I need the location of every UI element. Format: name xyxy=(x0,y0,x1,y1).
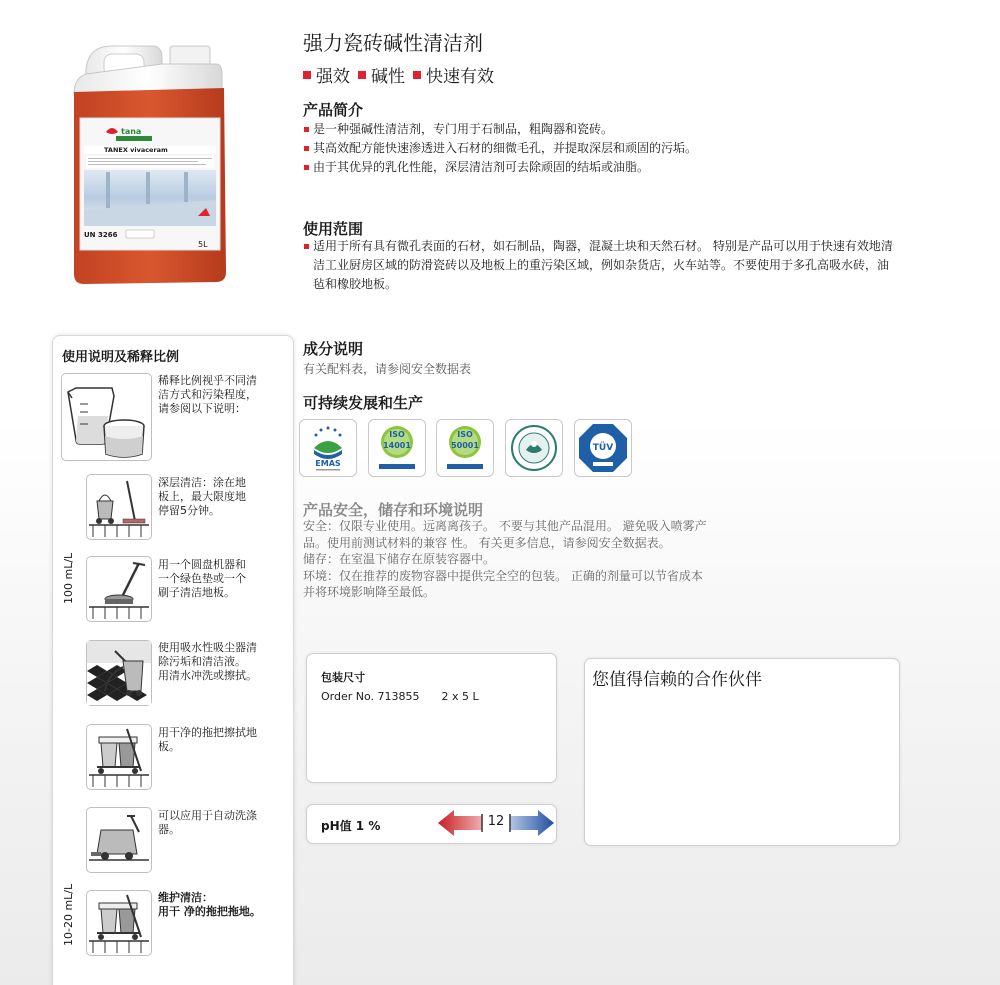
scope-heading: 使用范围 xyxy=(303,220,364,238)
step-text: 维护清洁： 用干 净的拖把拖地。 xyxy=(158,891,261,918)
svg-text:ISO: ISO xyxy=(457,430,473,439)
ph-label: pH值 1 % xyxy=(321,819,381,833)
dosage-label: 100 mL/L xyxy=(62,552,75,604)
floor-machine-icon xyxy=(86,556,152,622)
mop-trolley-icon xyxy=(86,890,152,956)
step-text: 可以应用于自动洗涤 器。 xyxy=(158,809,257,836)
ph-value: 12 xyxy=(487,814,505,829)
svg-text:14001: 14001 xyxy=(383,441,411,450)
safety-line: 环境：仅在推荐的废物容器中提供完全空的包装。 正确的剂量可以节省成本 xyxy=(303,568,703,583)
tuv-sud-icon xyxy=(574,419,632,477)
packaging-row xyxy=(321,690,479,703)
ingredients-heading: 成分说明 xyxy=(303,340,364,358)
iso-50001-badge-icon xyxy=(436,419,494,477)
feature-item: 快速有效 xyxy=(413,62,494,87)
feature-item: 碱性 xyxy=(358,62,405,87)
bullet-square-icon xyxy=(413,71,421,79)
order-number: Order No. 713855 xyxy=(321,690,420,703)
feature-list xyxy=(303,62,494,87)
safety-text xyxy=(303,518,765,601)
svg-text:TÜV: TÜV xyxy=(592,443,614,453)
packaging-heading: 包装尺寸 xyxy=(321,671,365,684)
intro-item: 由于其优异的乳化性能，深层清洁剂可去除顽固的结垢或油脂。 xyxy=(303,158,697,177)
bullet-square-icon xyxy=(358,71,366,79)
circular-certificate-icon xyxy=(505,419,563,477)
intro-item: 是一种强碱性清洁剂，专门用于石制品，粗陶器和瓷砖。 xyxy=(303,120,697,139)
scrubber-dryer-icon xyxy=(86,807,152,873)
step-text: 稀释比例视乎不同清 洁方式和污染程度， 请参阅以下说明： xyxy=(158,374,257,415)
product-title: 强力瓷砖碱性清洁剂 xyxy=(303,31,483,55)
step-text: 使用吸水性吸尘器清 除污垢和清洁液。 用清水冲洗或擦拭。 xyxy=(158,641,257,682)
ingredients-text: 有关配料表，请参阅安全数据表 xyxy=(303,362,472,376)
safety-line: 品。使用前测试材料的兼容 性。 有关更多信息，请参阅安全数据表。 xyxy=(303,535,671,550)
label-brand: tana xyxy=(121,127,142,136)
step-text: 深层清洁：涂在地 板上，最大限度地 停留5分钟。 xyxy=(158,476,246,517)
svg-text:EMAS: EMAS xyxy=(315,459,341,468)
scope-line: 毡和橡胶地板。 xyxy=(313,277,398,291)
svg-text:50001: 50001 xyxy=(451,441,479,450)
bullet-square-icon xyxy=(303,71,311,79)
usage-heading: 使用说明及稀释比例 xyxy=(62,350,180,365)
step-text: 用干净的拖把擦拭地 板。 xyxy=(158,726,257,753)
iso-14001-badge-icon xyxy=(368,419,426,477)
intro-heading: 产品简介 xyxy=(303,101,364,119)
intro-item: 其高效配方能快速渗透进入石材的细微毛孔，并提取深层和顽固的污垢。 xyxy=(303,139,697,158)
mop-trolley-icon xyxy=(86,724,152,790)
emas-logo-icon xyxy=(299,419,357,477)
safety-line: 储存：在室温下储存在原装容器中。 xyxy=(303,552,496,566)
feature-item: 强效 xyxy=(303,62,350,87)
package-size: 2 x 5 L xyxy=(441,690,479,703)
label-volume: 5L xyxy=(198,240,208,249)
step-text: 用一个圆盘机器和 一个绿色垫或一个 刷子清洁地板。 xyxy=(158,558,246,599)
safety-line: 并将环境影响降至最低。 xyxy=(303,585,436,599)
label-un-number: UN 3266 xyxy=(84,231,118,239)
bucket-mop-icon xyxy=(86,474,152,540)
measuring-cup-icon xyxy=(61,373,152,461)
intro-list xyxy=(303,120,697,177)
scope-text xyxy=(303,237,983,294)
sustainability-heading: 可持续发展和生产 xyxy=(303,394,424,412)
scope-line: 洁工业厨房区域的防滑瓷砖以及地板上的重污染区域，例如杂货店，火车站等。不要使用于多孔高吸水砖，油 xyxy=(313,258,890,272)
svg-text:ISO: ISO xyxy=(389,430,405,439)
dosage-label: 10-20 mL/L xyxy=(62,883,75,946)
scope-line: 适用于所有具有微孔表面的石材，如石制品，陶器，混凝土块和天然石材。 特别是产品可以用于快速有效地清 xyxy=(303,237,983,256)
label-product-name: TANEX vivaceram xyxy=(104,146,168,154)
product-bottle-image xyxy=(66,40,234,286)
safety-heading: 产品安全，储存和环境说明 xyxy=(303,501,484,519)
wet-vacuum-icon xyxy=(86,640,152,706)
partner-text: 您值得信赖的合作伙伴 xyxy=(592,670,762,690)
safety-line: 安全：仅限专业使用。远离离孩子。 不要与其他产品混用。 避免吸入喷雾产 xyxy=(303,519,707,533)
